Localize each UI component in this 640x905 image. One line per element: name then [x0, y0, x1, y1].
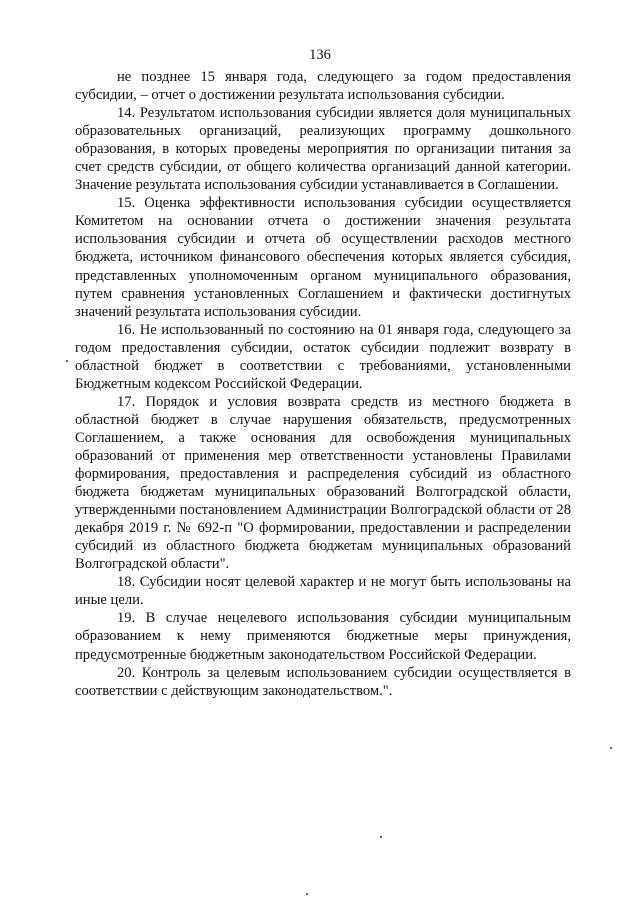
paragraph-14: 14. Результатом использования субсидии является доля муниципальных образовательных организаций, реализующих программу дошкольного образования, в которых проведены мероприятия по организации питания за счет средств субсидии, от общего количества организаций данной категории. Значение результата использования субсидии устанавливается в Соглашении.	[75, 105, 571, 194]
paragraph-16: 16. Не использованный по состоянию на 01 января года, следующего за годом предоставления субсидии, остаток субсидии подлежит возврату в областной бюджет в соответствии с требованиями, установленными Бюджетным кодексом Российской Федерации.	[75, 321, 571, 392]
scan-speck	[380, 836, 382, 838]
scan-speck	[66, 360, 68, 362]
scan-speck	[306, 893, 308, 895]
paragraph-18: 18. Субсидии носят целевой характер и не могут быть использованы на иные цели.	[75, 574, 571, 609]
scan-speck	[610, 747, 612, 749]
paragraph-continuation: не позднее 15 января года, следующего за годом предоставления субсидии, – отчет о достижении результата использования субсидии.	[75, 69, 571, 104]
paragraph-20: 20. Контроль за целевым использованием субсидии осуществляется в соответствии с действующим законодательством.".	[75, 664, 571, 699]
page-number: 136	[309, 47, 331, 63]
paragraph-19: 19. В случае нецелевого использования субсидии муниципальным образованием к нему применяются бюджетные меры принуждения, предусмотренные бюджетным законодательством Российской Федерации.	[75, 610, 571, 663]
document-body	[75, 68, 571, 700]
paragraph-15: 15. Оценка эффективности использования субсидии осуществляется Комитетом на основании отчета о достижении значения результата использования субсидии и отчета об осуществлении расходов местного бюджета, источником финансового обеспечения которых является субсидия, представленных уполномоченным органом муниципального образования, путем сравнения установленных Соглашением и фактически достигнутых значений результата использования субсидии.	[75, 195, 571, 320]
paragraph-17: 17. Порядок и условия возврата средств из местного бюджета в областной бюджет в случае нарушения обязательств, предусмотренных Соглашением, а также основания для освобождения муниципальных образований от применения мер ответственности установлены Правилами формирования, предоставления и распределения субсидий из областного бюджета бюджетам муниципальных образований Волгоградской области, утвержденными постановлением Администрации Волгоградской области от 28 декабря 2019 г. № 692-п "О формировании, предоставлении и распределении субсидий из областного бюджета бюджетам муниципальных образований Волгоградской области".	[75, 393, 571, 573]
